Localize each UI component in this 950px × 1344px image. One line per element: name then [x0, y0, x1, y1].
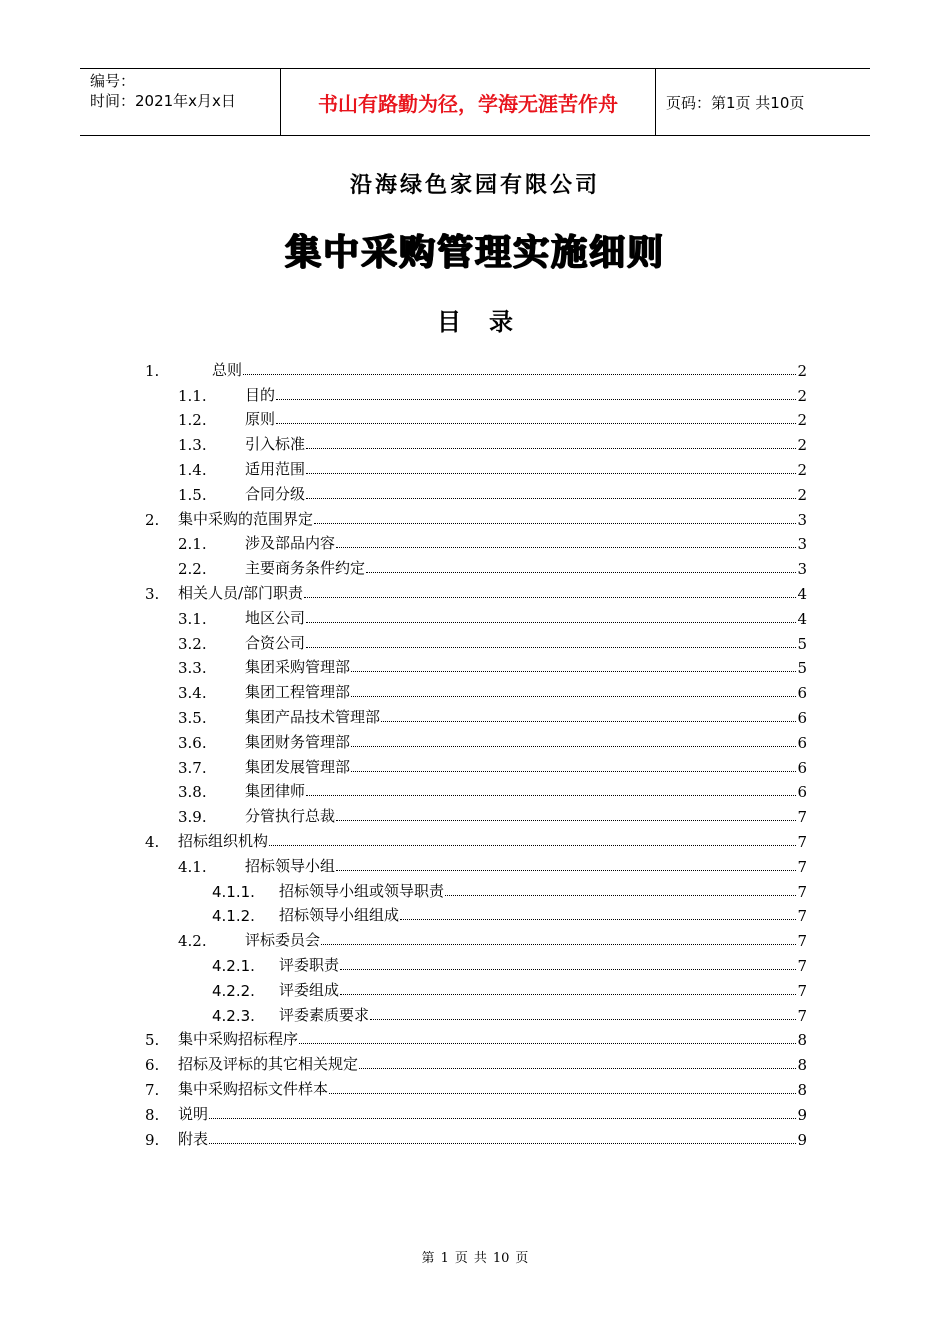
toc-entry-number: 3.9.	[178, 808, 207, 827]
toc-leader-dots	[340, 968, 796, 970]
footer-text-2: 页	[454, 1251, 468, 1266]
toc-entry-title: 招标领导小组或领导职责	[279, 881, 445, 900]
toc-entry[interactable]	[145, 454, 807, 479]
toc-heading-char-1: 目	[437, 307, 461, 336]
toc-leader-dots	[340, 993, 796, 995]
toc-entry-page: 2	[797, 460, 807, 479]
toc-entry-page: 6	[797, 783, 807, 802]
toc-entry-title: 评委职责	[279, 955, 340, 974]
toc-entry[interactable]	[145, 405, 807, 430]
page-footer	[0, 1247, 950, 1266]
toc-entry-page: 3	[797, 535, 807, 554]
toc-entry-number: 8.	[145, 1105, 160, 1124]
footer-text-3: 共	[473, 1251, 487, 1266]
toc-entry-number: 3.7.	[178, 758, 207, 777]
toc-entry-page: 2	[797, 485, 807, 504]
toc-leader-dots	[306, 497, 796, 499]
toc-entry-number: 1.4.	[178, 460, 207, 479]
toc-leader-dots	[314, 522, 796, 524]
toc-entry-page: 7	[797, 857, 807, 876]
toc-entry[interactable]	[145, 479, 807, 504]
toc-leader-dots	[304, 596, 796, 598]
time-label: 时间：2021年x月x日	[90, 92, 236, 110]
toc-entry[interactable]	[145, 504, 807, 529]
toc-entry-title: 原则	[245, 410, 276, 429]
toc-entry[interactable]	[145, 1025, 807, 1050]
toc-entry-number: 1.3.	[178, 436, 207, 455]
toc-entry-page: 5	[797, 659, 807, 678]
toc-leader-dots	[351, 745, 796, 747]
toc-entry-page: 3	[797, 510, 807, 529]
toc-entry-number: 3.1.	[178, 609, 207, 628]
toc-entry-page: 8	[797, 1056, 807, 1075]
toc-entry[interactable]	[145, 925, 807, 950]
toc-entry[interactable]	[145, 1049, 807, 1074]
toc-leader-dots	[306, 472, 796, 474]
toc-entry-page: 4	[797, 584, 807, 603]
toc-leader-dots	[209, 1117, 796, 1119]
toc-entry[interactable]	[145, 851, 807, 876]
toc-entry-title: 分管执行总裁	[245, 807, 336, 826]
toc-entry[interactable]	[145, 1124, 807, 1149]
toc-entry-number: 4.1.	[178, 857, 207, 876]
toc-leader-dots	[209, 1142, 796, 1144]
toc-entry-page: 9	[797, 1130, 807, 1149]
toc-entry-title: 集团采购管理部	[245, 658, 351, 677]
toc-entry-number: 4.2.2.	[212, 981, 255, 1000]
header-page-info: 页码：第1页 共10页	[666, 93, 805, 112]
toc-entry-number: 4.2.	[178, 932, 207, 951]
toc-leader-dots	[269, 844, 796, 846]
toc-leader-dots	[381, 720, 796, 722]
toc-entry-title: 集团产品技术管理部	[245, 707, 381, 726]
toc-entry[interactable]	[145, 950, 807, 975]
toc-leader-dots	[306, 646, 796, 648]
toc-entry-number: 7.	[145, 1080, 160, 1099]
toc-leader-dots	[299, 1042, 796, 1044]
toc-entry-number: 2.2.	[178, 560, 207, 579]
toc-entry-number: 1.	[145, 361, 160, 380]
toc-leader-dots	[276, 398, 796, 400]
toc-entry-title: 涉及部品内容	[245, 534, 336, 553]
toc-entry[interactable]	[145, 801, 807, 826]
toc-leader-dots	[366, 571, 796, 573]
toc-entry[interactable]	[145, 1074, 807, 1099]
toc-leader-dots	[243, 373, 796, 375]
toc-entry[interactable]	[145, 975, 807, 1000]
page-header	[80, 68, 870, 136]
toc-entry[interactable]	[145, 1099, 807, 1124]
toc-entry-number: 4.1.2.	[212, 907, 255, 926]
toc-entry-title: 招标领导小组组成	[279, 906, 400, 925]
toc-leader-dots	[351, 670, 796, 672]
toc-entry-number: 1.5.	[178, 485, 207, 504]
toc-leader-dots	[445, 894, 796, 896]
toc-entry-number: 1.2.	[178, 411, 207, 430]
toc-entry-title: 集团工程管理部	[245, 683, 351, 702]
toc-entry-title: 合资公司	[245, 633, 306, 652]
toc-entry-title: 招标领导小组	[245, 856, 336, 875]
toc-entry-page: 2	[797, 361, 807, 380]
toc-entry[interactable]	[145, 777, 807, 802]
toc-leader-dots	[351, 770, 796, 772]
toc-entry-page: 2	[797, 411, 807, 430]
toc-entry[interactable]	[145, 553, 807, 578]
header-meta	[80, 69, 280, 135]
toc-entry[interactable]	[145, 653, 807, 678]
toc-entry[interactable]	[145, 826, 807, 851]
toc-entry-number: 4.	[145, 832, 160, 851]
toc-entry-title: 集中采购的范围界定	[178, 509, 314, 528]
toc-entry-title: 集中采购招标文件样本	[178, 1079, 329, 1098]
toc-entry-title: 适用范围	[245, 459, 306, 478]
toc-entry-title: 评委素质要求	[279, 1005, 370, 1024]
toc-leader-dots	[306, 621, 796, 623]
toc-entry-number: 3.6.	[178, 733, 207, 752]
toc-entry-title: 说明	[178, 1104, 209, 1123]
toc-entry[interactable]	[145, 901, 807, 926]
toc-entry-number: 6.	[145, 1056, 160, 1075]
toc-entry-title: 集团律师	[245, 782, 306, 801]
toc-entry-page: 7	[797, 1006, 807, 1025]
toc-entry-number: 5.	[145, 1031, 160, 1050]
toc-entry-page: 2	[797, 436, 807, 455]
toc-entry-title: 招标及评标的其它相关规定	[178, 1055, 359, 1074]
toc-entry-page: 6	[797, 758, 807, 777]
toc-entry-page: 3	[797, 560, 807, 579]
toc-entry-page: 7	[797, 981, 807, 1000]
toc-leader-dots	[370, 1018, 796, 1020]
toc-entry-page: 6	[797, 684, 807, 703]
footer-total-pages: 10	[492, 1251, 510, 1266]
toc-entry[interactable]	[145, 752, 807, 777]
toc-entry-number: 4.1.1.	[212, 882, 255, 901]
toc-leader-dots	[400, 918, 796, 920]
footer-page-number: 1	[440, 1251, 449, 1266]
toc-entry-page: 2	[797, 386, 807, 405]
toc-leader-dots	[336, 819, 796, 821]
toc-entry[interactable]	[145, 1000, 807, 1025]
document-title: 集中采购管理实施细则	[284, 232, 665, 273]
toc-entry-page: 8	[797, 1031, 807, 1050]
toc-entry[interactable]	[145, 628, 807, 653]
toc-entry[interactable]	[145, 702, 807, 727]
toc-entry-number: 4.2.1.	[212, 956, 255, 975]
toc-entry[interactable]	[145, 529, 807, 554]
toc-leader-dots	[336, 869, 796, 871]
toc-entry-page: 7	[797, 832, 807, 851]
toc-entry-number: 3.5.	[178, 708, 207, 727]
footer-text-4: 页	[515, 1251, 529, 1266]
toc-entry-page: 8	[797, 1080, 807, 1099]
toc-leader-dots	[351, 695, 796, 697]
toc-entry-title: 评委组成	[279, 980, 340, 999]
toc-entry-title: 相关人员/部门职责	[178, 583, 304, 602]
toc-entry-number: 1.1.	[178, 386, 207, 405]
toc-leader-dots	[359, 1067, 796, 1069]
toc-entry-title: 引入标准	[245, 435, 306, 454]
toc-entry-title: 附表	[178, 1129, 209, 1148]
toc-entry-page: 7	[797, 932, 807, 951]
toc-entry[interactable]	[145, 355, 807, 380]
toc-entry-page: 7	[797, 808, 807, 827]
toc-entry-page: 7	[797, 882, 807, 901]
toc-entry-title: 集团发展管理部	[245, 757, 351, 776]
toc-entry-number: 3.2.	[178, 634, 207, 653]
toc-leader-dots	[329, 1092, 796, 1094]
toc-entry-page: 9	[797, 1105, 807, 1124]
toc-entry-page: 7	[797, 956, 807, 975]
toc-leader-dots	[306, 794, 796, 796]
toc-heading-char-2: 录	[489, 307, 513, 336]
toc-leader-dots	[306, 447, 796, 449]
table-of-contents	[145, 355, 807, 1149]
toc-entry-page: 6	[797, 733, 807, 752]
toc-entry-number: 2.	[145, 510, 160, 529]
toc-entry[interactable]	[145, 578, 807, 603]
toc-entry[interactable]	[145, 380, 807, 405]
toc-entry-title: 评标委员会	[245, 931, 321, 950]
toc-entry-page: 7	[797, 907, 807, 926]
toc-entry-number: 9.	[145, 1130, 160, 1149]
toc-leader-dots	[336, 546, 796, 548]
toc-entry-number: 4.2.3.	[212, 1006, 255, 1025]
toc-entry[interactable]	[145, 876, 807, 901]
footer-text-1: 第	[421, 1251, 435, 1266]
company-name: 沿海绿色家园有限公司	[349, 172, 600, 198]
toc-entry-number: 3.	[145, 584, 160, 603]
toc-entry[interactable]	[145, 677, 807, 702]
toc-entry-title: 主要商务条件约定	[245, 559, 366, 578]
toc-entry[interactable]	[145, 727, 807, 752]
toc-entry-number: 3.4.	[178, 684, 207, 703]
toc-leader-dots	[321, 943, 796, 945]
toc-entry[interactable]	[145, 429, 807, 454]
toc-entry-number: 3.8.	[178, 783, 207, 802]
toc-heading	[0, 302, 950, 337]
toc-entry-title: 招标组织机构	[178, 831, 269, 850]
header-motto: 书山有路勤为径，学海无涯苦作舟	[280, 69, 656, 135]
toc-entry-title: 合同分级	[245, 484, 306, 503]
toc-entry-title: 目的	[245, 385, 276, 404]
toc-entry-title: 总则	[212, 360, 243, 379]
toc-entry-number: 2.1.	[178, 535, 207, 554]
toc-leader-dots	[276, 422, 796, 424]
toc-entry-title: 集中采购招标程序	[178, 1030, 299, 1049]
toc-entry-page: 5	[797, 634, 807, 653]
toc-entry-title: 集团财务管理部	[245, 732, 351, 751]
toc-entry-title: 地区公司	[245, 608, 306, 627]
toc-entry-page: 4	[797, 609, 807, 628]
toc-entry-page: 6	[797, 708, 807, 727]
toc-entry-number: 3.3.	[178, 659, 207, 678]
code-label: 编号：	[90, 72, 136, 90]
toc-entry[interactable]	[145, 603, 807, 628]
